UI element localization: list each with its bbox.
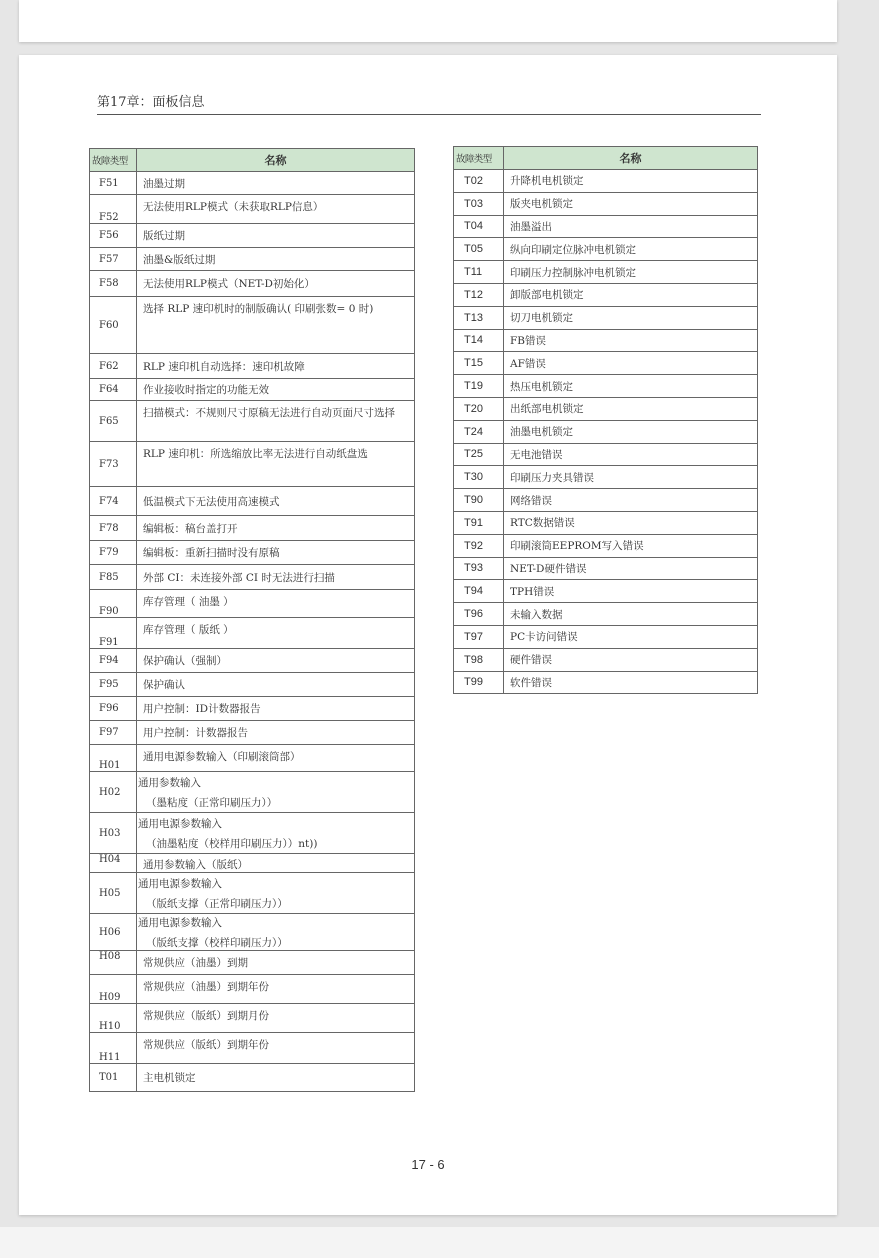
fault-table-left	[89, 148, 415, 1092]
fault-code-cell: F60	[90, 297, 137, 354]
fault-code-cell: F58	[90, 271, 137, 297]
fault-code-cell: F51	[90, 172, 137, 195]
table-row	[454, 261, 758, 284]
table-row	[90, 248, 415, 271]
fault-code-cell: T93	[454, 557, 504, 580]
fault-code-cell: T97	[454, 625, 504, 648]
table-row	[90, 618, 415, 649]
fault-name-cell	[137, 873, 415, 914]
table-row	[90, 1004, 415, 1033]
fault-code-cell: T98	[454, 648, 504, 671]
table-row	[90, 442, 415, 487]
table-row	[454, 443, 758, 466]
fault-name-cell: 版纸过期	[137, 224, 415, 248]
fault-name-cell: 油墨电机锁定	[504, 420, 758, 443]
table-row	[90, 1064, 415, 1092]
fault-name-cell: RLP 速印机：所选缩放比率无法进行自动纸盘选	[137, 442, 415, 487]
fault-code-cell: F85	[90, 565, 137, 590]
fault-name-cell: 硬件错误	[504, 648, 758, 671]
fault-code-cell: T20	[454, 397, 504, 420]
table-row	[90, 649, 415, 673]
fault-code-cell: T01	[90, 1064, 137, 1092]
chapter-title: 第17章：面板信息	[97, 95, 205, 110]
table-row	[90, 297, 415, 354]
fault-name-cell: NET-D硬件错误	[504, 557, 758, 580]
table-row	[90, 271, 415, 297]
fault-name-cell: 油墨&版纸过期	[137, 248, 415, 271]
table-row	[454, 192, 758, 215]
fault-name-cell: 软件错误	[504, 671, 758, 694]
fault-code-cell: H04	[90, 854, 137, 873]
fault-name-line-2: （墨粘度（正常印刷压力））	[146, 796, 278, 809]
fault-name-cell	[137, 813, 415, 854]
fault-name-cell: 切刀电机锁定	[504, 306, 758, 329]
table-row	[90, 697, 415, 721]
fault-code-cell: T99	[454, 671, 504, 694]
table-row	[90, 195, 415, 224]
fault-name-cell: 油墨溢出	[504, 215, 758, 238]
fault-name-cell: 选择 RLP 速印机时的制版确认( 印刷张数= 0 时)	[137, 297, 415, 354]
header-rule	[97, 114, 761, 115]
fault-name-cell: 无法使用RLP模式（NET-D初始化）	[137, 271, 415, 297]
fault-name-cell: 无法使用RLP模式（未获取RLP信息）	[137, 195, 415, 224]
column-header-name: 名称	[504, 147, 758, 170]
fault-code-cell: F56	[90, 224, 137, 248]
fault-code-cell: T92	[454, 534, 504, 557]
table-row	[454, 671, 758, 694]
fault-name-cell: 印刷滚筒EEPROM写入错误	[504, 534, 758, 557]
fault-name-line-1: 通用电源参数输入	[138, 916, 222, 929]
fault-code-cell: T19	[454, 375, 504, 398]
fault-name-cell: 版夹电机锁定	[504, 192, 758, 215]
fault-code-cell: F73	[90, 442, 137, 487]
table-row	[454, 511, 758, 534]
fault-code-cell: T91	[454, 511, 504, 534]
table-row	[90, 975, 415, 1004]
table-row	[90, 721, 415, 745]
table-row	[454, 466, 758, 489]
fault-code-cell: T04	[454, 215, 504, 238]
fault-code-cell: T05	[454, 238, 504, 261]
fault-code-cell: T90	[454, 489, 504, 512]
fault-code-cell: H06	[90, 914, 137, 951]
table-row	[90, 516, 415, 541]
fault-code-cell: F91	[90, 618, 137, 649]
table-row	[454, 375, 758, 398]
fault-name-cell: 库存管理（ 版纸 ）	[137, 618, 415, 649]
fault-code-cell: F74	[90, 487, 137, 516]
fault-code-cell: T94	[454, 580, 504, 603]
fault-name-cell: 通用参数输入（版纸）	[137, 854, 415, 873]
fault-name-cell: 常规供应（版纸）到期年份	[137, 1033, 415, 1064]
fault-name-line-2: （版纸支撑（校样印刷压力））	[146, 936, 288, 949]
fault-table-left-body	[90, 172, 415, 1092]
table-row	[90, 772, 415, 813]
fault-code-cell: F52	[90, 195, 137, 224]
table-row	[454, 238, 758, 261]
fault-name-line-1: 通用参数输入	[138, 776, 201, 789]
fault-name-cell: 升降机电机锁定	[504, 170, 758, 193]
fault-name-cell: 低温模式下无法使用高速模式	[137, 487, 415, 516]
previous-page-edge	[19, 0, 837, 42]
table-row	[454, 534, 758, 557]
fault-name-cell: 通用电源参数输入（印刷滚筒部）	[137, 745, 415, 772]
fault-code-cell: H05	[90, 873, 137, 914]
fault-code-cell: H11	[90, 1033, 137, 1064]
table-row	[454, 603, 758, 626]
fault-name-cell: 常规供应（油墨）到期	[137, 951, 415, 975]
fault-name-line-1: 通用电源参数输入	[138, 877, 222, 890]
table-row	[90, 541, 415, 565]
fault-name-cell: 主电机锁定	[137, 1064, 415, 1092]
fault-code-cell: F94	[90, 649, 137, 673]
fault-code-cell: H02	[90, 772, 137, 813]
fault-name-cell: 卸版部电机锁定	[504, 283, 758, 306]
table-row	[90, 951, 415, 975]
table-row	[454, 420, 758, 443]
table-row	[454, 170, 758, 193]
table-row	[90, 401, 415, 442]
table-row	[90, 854, 415, 873]
fault-code-cell: T96	[454, 603, 504, 626]
table-row	[90, 745, 415, 772]
fault-name-cell: AF错误	[504, 352, 758, 375]
table-row	[454, 352, 758, 375]
fault-name-cell: 印刷压力夹具错误	[504, 466, 758, 489]
fault-code-cell: H01	[90, 745, 137, 772]
fault-name-cell: 常规供应（版纸）到期月份	[137, 1004, 415, 1033]
fault-name-line-1: 通用电源参数输入	[138, 817, 222, 830]
table-row	[454, 397, 758, 420]
fault-code-cell: F65	[90, 401, 137, 442]
table-row	[90, 224, 415, 248]
fault-name-cell: 编辑板：稿台盖打开	[137, 516, 415, 541]
fault-name-cell: RLP 速印机自动选择：速印机故障	[137, 354, 415, 379]
fault-table-right	[453, 146, 758, 694]
fault-name-cell: 作业接收时指定的功能无效	[137, 379, 415, 401]
fault-name-cell: 外部 CI：未连接外部 CI 时无法进行扫描	[137, 565, 415, 590]
table-row	[454, 580, 758, 603]
fault-table-right-body	[454, 170, 758, 694]
table-row	[90, 379, 415, 401]
fault-name-cell: 油墨过期	[137, 172, 415, 195]
fault-name-cell: 用户控制：ID计数器报告	[137, 697, 415, 721]
fault-name-cell: 用户控制：计数器报告	[137, 721, 415, 745]
fault-name-cell: 编辑板：重新扫描时没有原稿	[137, 541, 415, 565]
table-row	[454, 329, 758, 352]
table-row	[454, 489, 758, 512]
table-row	[90, 914, 415, 951]
table-row	[90, 354, 415, 379]
fault-code-cell: T15	[454, 352, 504, 375]
column-header-code: 故障类型	[454, 147, 504, 170]
table-row	[454, 557, 758, 580]
table-row	[90, 873, 415, 914]
column-header-name: 名称	[137, 149, 415, 172]
table-row	[454, 283, 758, 306]
fault-code-cell: F64	[90, 379, 137, 401]
fault-code-cell: T30	[454, 466, 504, 489]
fault-name-cell	[137, 914, 415, 951]
table-row	[90, 565, 415, 590]
fault-name-cell: 网络错误	[504, 489, 758, 512]
fault-name-cell: 常规供应（油墨）到期年份	[137, 975, 415, 1004]
fault-name-line-2: （油墨粘度（校样用印刷压力））nt))	[146, 837, 318, 850]
fault-name-cell: 保护确认（强制）	[137, 649, 415, 673]
fault-code-cell: F97	[90, 721, 137, 745]
column-header-code: 故障类型	[90, 149, 137, 172]
fault-name-cell: 库存管理（ 油墨 ）	[137, 590, 415, 618]
fault-code-cell: T03	[454, 192, 504, 215]
table-row	[90, 1033, 415, 1064]
fault-code-cell: F95	[90, 673, 137, 697]
fault-name-cell: 出纸部电机锁定	[504, 397, 758, 420]
table-row	[454, 648, 758, 671]
fault-code-cell: F62	[90, 354, 137, 379]
table-row	[90, 172, 415, 195]
fault-code-cell: T14	[454, 329, 504, 352]
page-number: 17 - 6	[411, 1157, 445, 1172]
table-row	[454, 306, 758, 329]
fault-code-cell: H03	[90, 813, 137, 854]
fault-name-cell: RTC数据错误	[504, 511, 758, 534]
table-row	[454, 625, 758, 648]
document-page	[19, 55, 837, 1215]
table-row	[90, 487, 415, 516]
fault-code-cell: H09	[90, 975, 137, 1004]
table-row	[90, 673, 415, 697]
fault-code-cell: F78	[90, 516, 137, 541]
fault-name-cell: 保护确认	[137, 673, 415, 697]
fault-code-cell: T25	[454, 443, 504, 466]
fault-code-cell: T13	[454, 306, 504, 329]
fault-name-cell: PC卡访问错误	[504, 625, 758, 648]
fault-code-cell: H10	[90, 1004, 137, 1033]
fault-code-cell: F79	[90, 541, 137, 565]
table-header-row	[90, 149, 415, 172]
fault-name-cell: FB错误	[504, 329, 758, 352]
fault-code-cell: F96	[90, 697, 137, 721]
fault-code-cell: H08	[90, 951, 137, 975]
fault-name-cell	[137, 772, 415, 813]
fault-code-cell: T11	[454, 261, 504, 284]
fault-name-cell: 印刷压力控制脉冲电机锁定	[504, 261, 758, 284]
fault-code-cell: T02	[454, 170, 504, 193]
fault-name-cell: 纵向印刷定位脉冲电机锁定	[504, 238, 758, 261]
fault-code-cell: T24	[454, 420, 504, 443]
fault-code-cell: T12	[454, 283, 504, 306]
table-row	[454, 215, 758, 238]
table-row	[90, 813, 415, 854]
fault-name-line-2: （版纸支撑（正常印刷压力））	[146, 897, 288, 910]
fault-name-cell: 无电池错误	[504, 443, 758, 466]
fault-code-cell: F90	[90, 590, 137, 618]
table-row	[90, 590, 415, 618]
table-header-row	[454, 147, 758, 170]
fault-code-cell: F57	[90, 248, 137, 271]
fault-name-cell: 未输入数据	[504, 603, 758, 626]
fault-name-cell: 扫描模式：不规则尺寸原稿无法进行自动页面尺寸选择	[137, 401, 415, 442]
viewer-bottom-strip	[0, 1227, 879, 1258]
fault-name-cell: TPH错误	[504, 580, 758, 603]
fault-name-cell: 热压电机锁定	[504, 375, 758, 398]
